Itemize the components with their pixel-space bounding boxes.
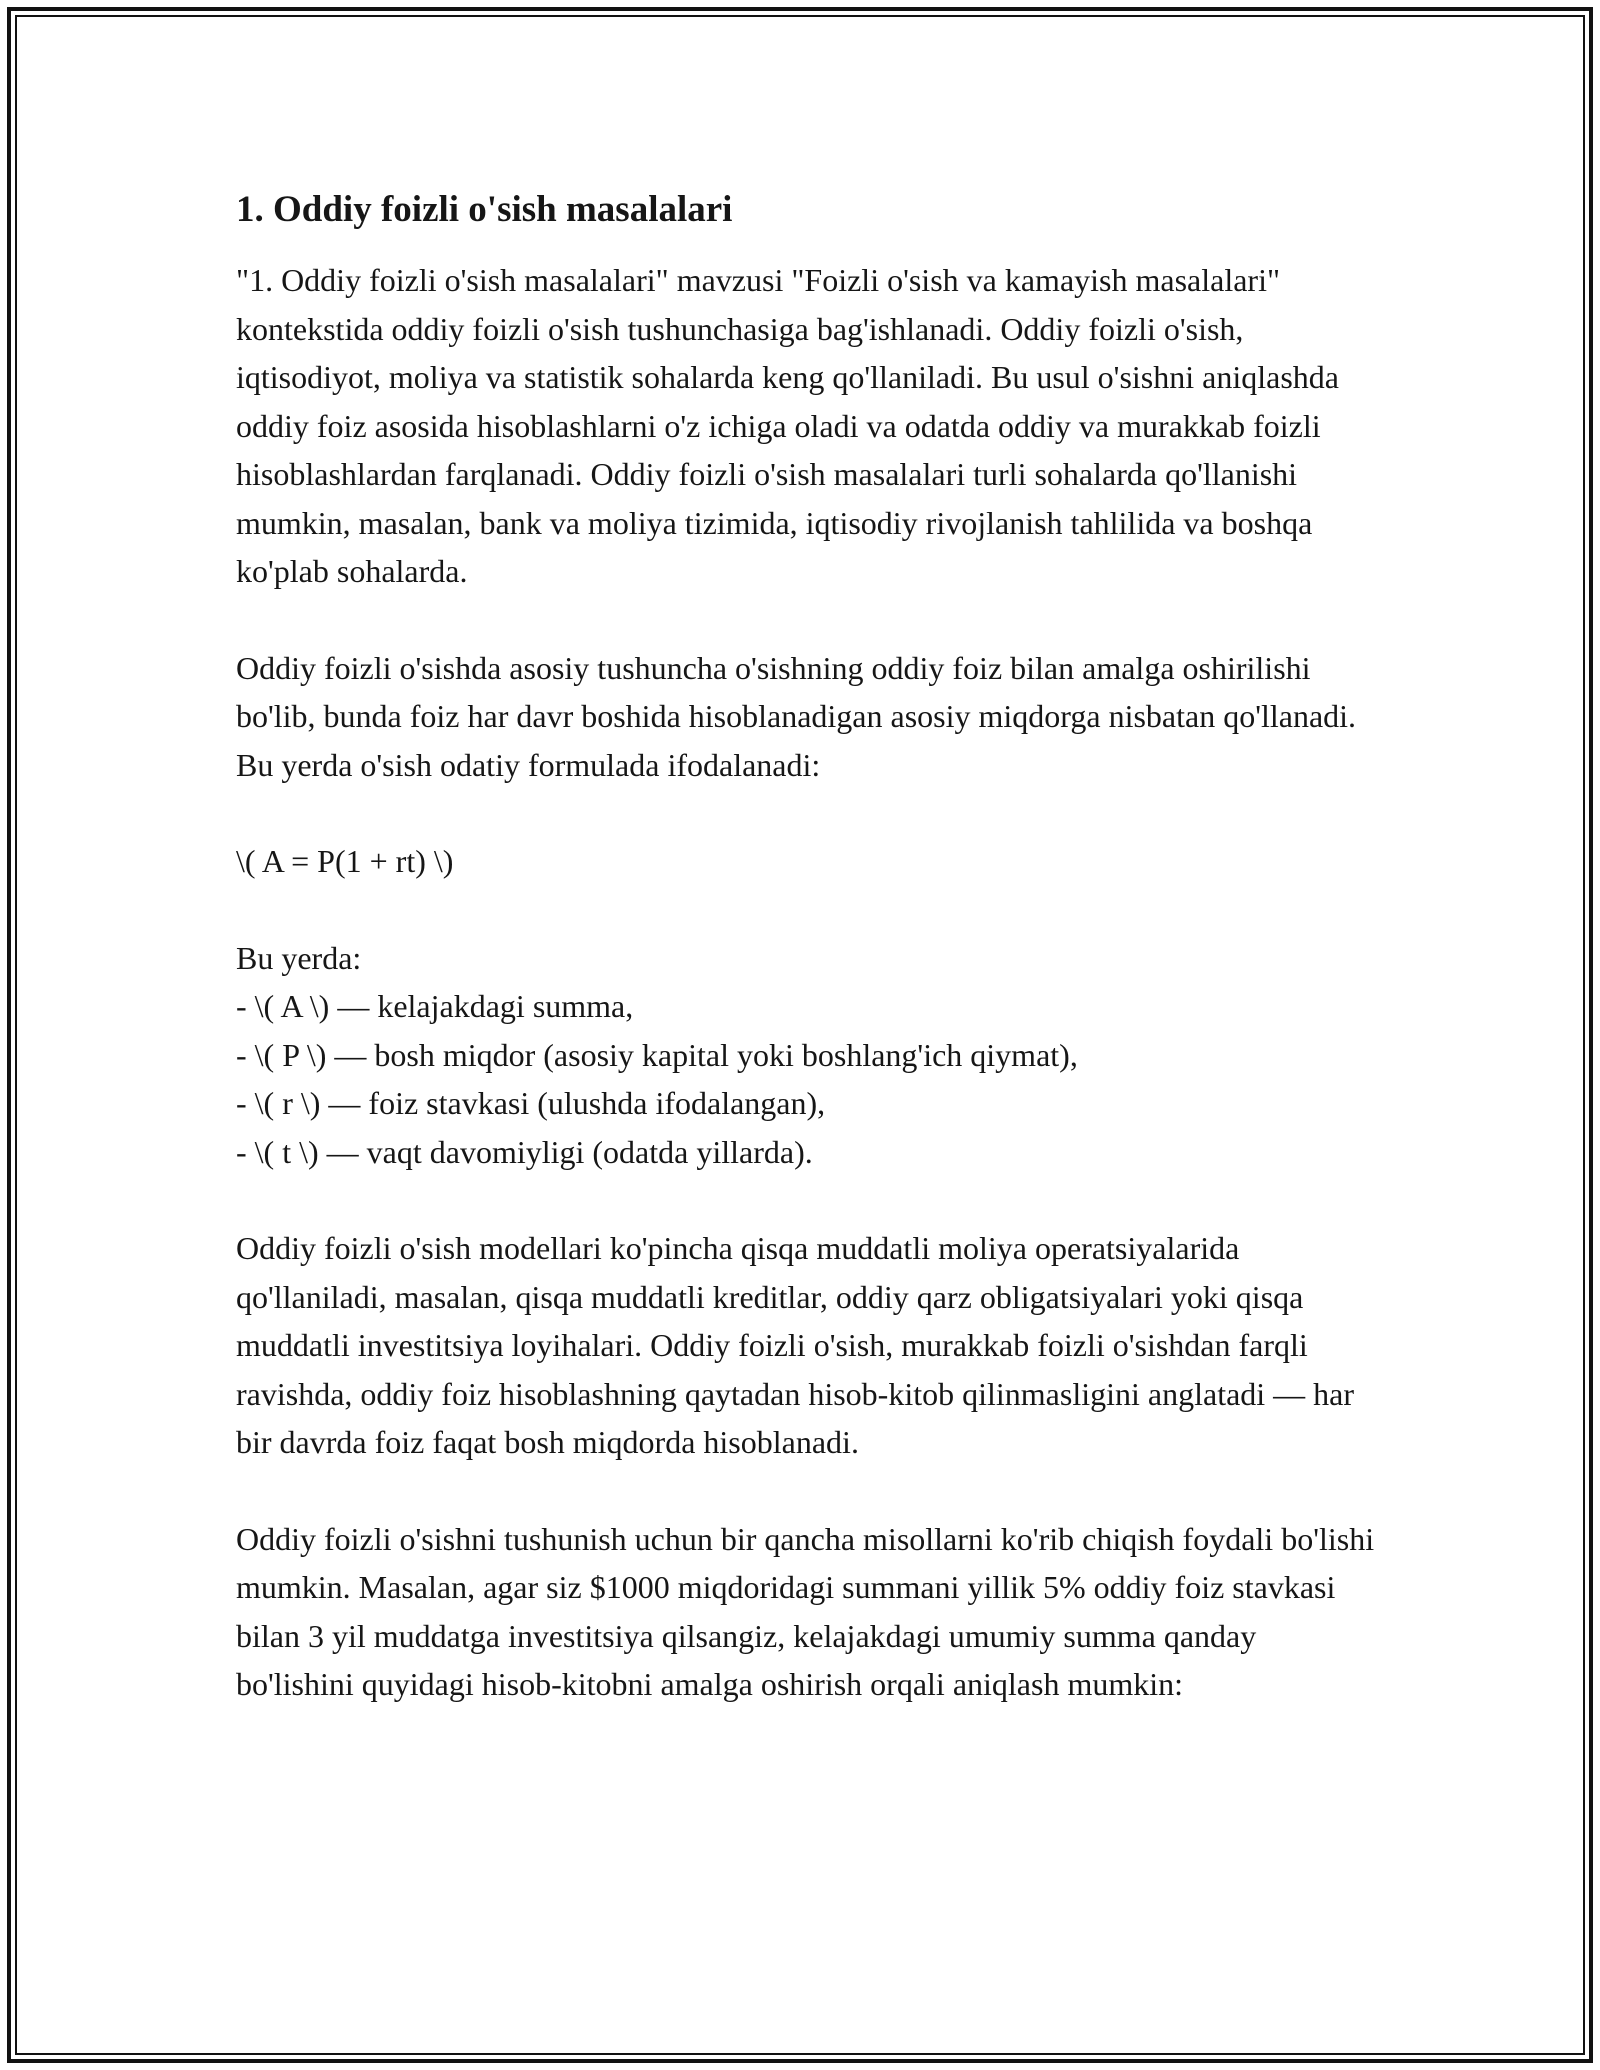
document-title: 1. Oddiy foizli o'sish masalalari [236, 189, 733, 230]
definition-item-r: - \( r \) — foiz stavkasi (ulushda ifodalangan), [236, 1085, 826, 1122]
definition-item-a: - \( A \) — kelajakdagi summa, [236, 988, 634, 1025]
formula: \( A = P(1 + rt) \) [236, 843, 454, 880]
paragraph-example: Oddiy foizli o'sishni tushunish uchun bir qancha misollarni ko'rib chiqish foydali bo'lishi mumkin. Masalan, agar siz $1000 miqdoridagi summani yillik 5% oddiy foiz stavkasi bilan 3 yil muddatga investitsiya qilsangiz, kelajakdagi umumiy summa qanday bo'lishini quyidagi hisob-kitobni amalga oshirish orqali aniqlash mumkin: [236, 1520, 1375, 1703]
paragraph-intro: "1. Oddiy foizli o'sish masalalari" mavzusi "Foizli o'sish va kamayish masalalari" kontekstida oddiy foizli o'sish tushunchasiga bag'ishlanadi. Oddiy foizli o'sish, iqtisodiyot, moliya va statistik sohalarda keng qo'llaniladi. Bu usul o'sishni aniqlashda oddiy foiz asosida hisoblashlarni o'z ichiga oladi va odatda oddiy va murakkab foizli hisoblashlardan farqlanadi. Oddiy foizli o'sish masalalari turli sohalarda qo'llanishi mumkin, masalan, bank va moliya tizimida, iqtisodiy rivojlanish tahlilida va boshqa ko'plab sohalarda. [236, 262, 1339, 590]
definitions-intro: Bu yerda: [236, 939, 362, 976]
definitions-list [236, 934, 1376, 1177]
document-content [236, 186, 1376, 1757]
paragraph-models: Oddiy foizli o'sish modellari ko'pincha qisqa muddatli moliya operatsiyalarida qo'llaniladi, masalan, qisqa muddatli kreditlar, oddiy qarz obligatsiyalari yoki qisqa muddatli investitsiya loyihalari. Oddiy foizli o'sish, murakkab foizli o'sishdan farqli ravishda, oddiy foiz hisoblashning qaytadan hisob-kitob qilinmasligini anglatadi — har bir davrda foiz faqat bosh miqdorda hisoblanadi. [236, 1230, 1355, 1461]
definition-item-p: - \( P \) — bosh miqdor (asosiy kapital yoki boshlang'ich qiymat), [236, 1036, 1078, 1073]
paragraph-concept: Oddiy foizli o'sishda asosiy tushuncha o'sishning oddiy foiz bilan amalga oshirilishi bo'lib, bunda foiz har davr boshida hisoblanadigan asosiy miqdorga nisbatan qo'llanadi. Bu yerda o'sish odatiy formulada ifodalanadi: [236, 649, 1357, 783]
definition-item-t: - \( t \) — vaqt davomiyligi (odatda yillarda). [236, 1133, 813, 1170]
